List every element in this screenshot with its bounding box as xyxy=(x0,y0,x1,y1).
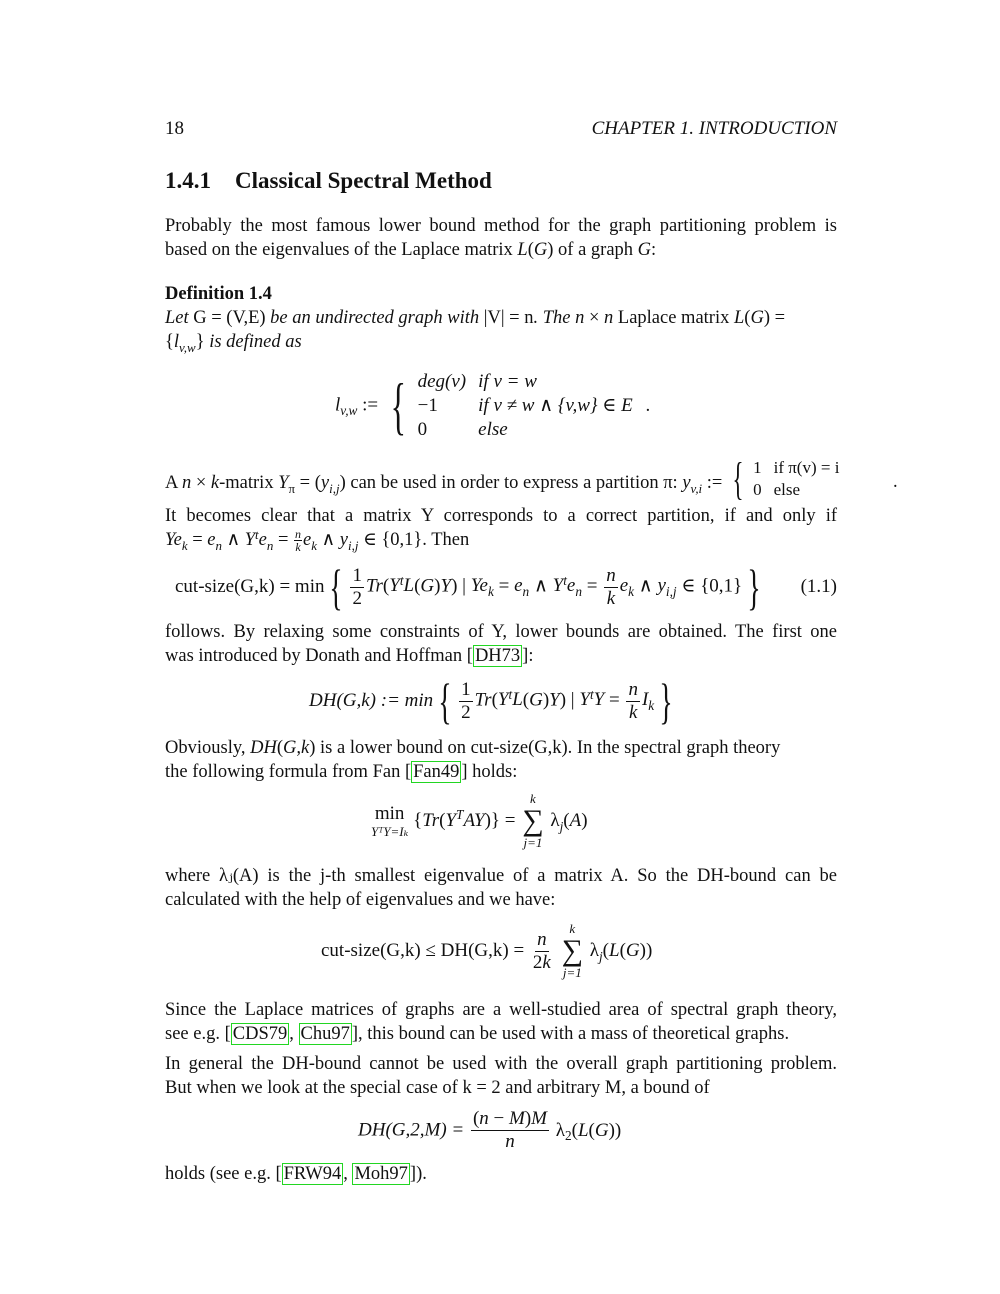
definition-label: Definition 1.4 xyxy=(165,284,272,304)
definition-line-2: $\{l_{v,w}\}$ is defined as xyxy=(165,332,302,355)
laplace-cases: { deg(v) if v = w −1 if v ≠ w ∧ {v,w} ∈ E 0 else xyxy=(390,370,633,441)
obviously-paragraph xyxy=(165,736,837,784)
citation-cds79[interactable]: CDS79 xyxy=(232,1024,288,1044)
where-paragraph xyxy=(165,864,837,912)
correct-partition-line-2: $Ye_k = e_n$ ∧ $Y^te_n$ = $\frac{n}{k}$ $e_k$ ∧ $y_{i,j}$ ∈ {0,1}. Then xyxy=(165,526,470,555)
where-line-2: calculated with the help of eigenvalues and we have: xyxy=(165,890,556,910)
citation-moh97[interactable]: Moh97 xyxy=(354,1164,408,1184)
citation-fan49[interactable]: Fan49 xyxy=(413,762,460,782)
intro-line-2: based on the eigenvalues of the Laplace matrix L(G) of a graph G: xyxy=(165,240,657,260)
partition-paragraph: A n × k-matrix $Y_\pi = (y_{i,j})$ can be used in order to express a partition π: $y_{v,i}$ := { 1 if π(v) = i 0 else . xyxy=(165,453,898,504)
page: 18 CHAPTER 1. INTRODUCTION 1.4.1 Classical Spectral Method Probably the most famous lower bound method for the graph partitioning problem is based on the eigenvalues of the Laplace matrix L(G) of a graph G: Definition 1.4 Let G = (V,E) be an undirected graph with |V| = n. The n × n Laplace matrix L(G) = $\{l_{v,w}\}$ is defined as $l_{v,w}$ := { deg(v) if v = w −1 if v ≠ w ∧ {v,w} ∈ E 0 else . A n × k-matrix $Y_\pi = (y_{i,j})$ can be used in order to express a partition π: $y_{v,i}$ := { 1 if π(v) = i 0 else . It becomes clear that a matrix Y corresponds to a correct partition, if and only if $Ye_k = e_n$ ∧ $Y^te_n$ = $\frac{n}{k}$ $e_k$ ∧ $y_{i,j}$ ∈ {0,1}. Then cut-size(G,k) = min { $\frac{1}{2}$ $Tr(Y^tL(G)Y)$ | $Ye_k = e_n$ ∧ $Y^te_n$ = $\frac{n}{k}$ $e_k$ ∧ $y_{i,j}$ ∈ {0,1} } (1.1) follows. By relaxing some constraints of Y, lower bounds are obtained. The first one was introduced by Donath and Hoffman [ DH73 ]: DH(G,k) := min { $\frac{1}{2}$ $Tr(Y^tL(G)Y)$ | $Y^tY$ = $\frac{n}{k}$ $I_k$ } Obviously, DH(G,k) is a lower bound on cut-size(G,k). In the spectral graph theory the following formula from Fan [ Fan49 ] holds: min YᵀY=Iₖ $\{Tr(Y^TAY)\}$ = k ∑ j=1 $\lambda_j(A)$ where λⱼ(A) is the j-th smallest eigenvalue of a matrix A. So the DH-bound can be calculated with the help of eigenvalues and we have: cut-size(G,k) ≤ DH(G,k) = $\frac{n}{2k}$ k ∑ j=1 $\lambda_j(L(G))$ Since the Laplace matrices of graphs are a well-studied area of spectral graph theory, see e.g. [ CDS79 , Chu97 ], this bound can be used with a mass of theoretical graphs. In general the DH-bound cannot be used with the overall graph partitioning problem. But when we look at the special case of k = 2 and arbitrary M, a bound of DH(G,2,M) = $\frac{(n - M)M}{n}$ $\lambda_2(L(G))$ holds (see e.g. [ FRW94 , Moh97 ]). xyxy=(165,118,898,1184)
citation-dh73[interactable]: DH73 xyxy=(474,646,521,666)
equation-tag: (1.1) xyxy=(800,576,837,597)
intro-paragraph xyxy=(165,214,837,262)
relax-paragraph xyxy=(165,620,837,668)
page-number: 18 xyxy=(165,118,184,139)
general-line-2: But when we look at the special case of k = 2 and arbitrary M, a bound of xyxy=(165,1078,710,1098)
section-number: 1.4.1 xyxy=(165,168,211,193)
obviously-line-2: the following formula from Fan [ Fan49 ] holds: xyxy=(165,762,518,782)
since-paragraph xyxy=(165,998,837,1046)
definition-block xyxy=(165,282,837,354)
intro-line-1: Probably the most famous lower bound method for the graph partitioning problem is xyxy=(165,216,837,236)
since-line-2: see e.g. [ CDS79 , Chu97 ], this bound can be used with a mass of theoretical graphs. xyxy=(165,1024,790,1044)
relax-line-1: follows. By relaxing some constraints of Y, lower bounds are obtained. The first one xyxy=(165,622,837,642)
citation-chu97[interactable]: Chu97 xyxy=(300,1024,350,1044)
partition-line: A n × k-matrix $Y_\pi = (y_{i,j})$ can be used in order to express a partition π: $y_{v,i}$ := { 1 if π(v) = i 0 else xyxy=(165,456,837,502)
partition-cases: { 1 if π(v) = i 0 else xyxy=(732,453,840,504)
holds-paragraph xyxy=(165,1162,837,1186)
chapter-title: CHAPTER 1. INTRODUCTION xyxy=(591,118,837,139)
definition-line-1: Let G = (V,E) be an undirected graph with |V| = n. The n × n Laplace matrix L(G) = xyxy=(165,308,786,328)
citation-frw94[interactable]: FRW94 xyxy=(283,1164,342,1184)
general-line-1: In general the DH-bound cannot be used with the overall graph partitioning problem. xyxy=(165,1054,837,1074)
general-paragraph xyxy=(165,1052,837,1100)
correct-partition-line-1: It becomes clear that a matrix Y corresponds to a correct partition, if and only if xyxy=(165,506,837,526)
relax-line-2: was introduced by Donath and Hoffman [ DH73 ]: xyxy=(165,646,534,666)
where-line-1: where λⱼ(A) is the j-th smallest eigenvalue of a matrix A. So the DH-bound can be xyxy=(165,866,837,886)
section-title: Classical Spectral Method xyxy=(235,168,492,193)
holds-line: holds (see e.g. [ FRW94 , Moh97 ]). xyxy=(165,1164,427,1184)
since-line-1: Since the Laplace matrices of graphs are a well-studied area of spectral graph theory, xyxy=(165,1000,837,1020)
section-heading xyxy=(165,168,516,194)
correct-partition-paragraph xyxy=(165,504,837,553)
obviously-line-1: Obviously, DH(G,k) is a lower bound on cut-size(G,k). In the spectral graph theory xyxy=(165,738,781,758)
